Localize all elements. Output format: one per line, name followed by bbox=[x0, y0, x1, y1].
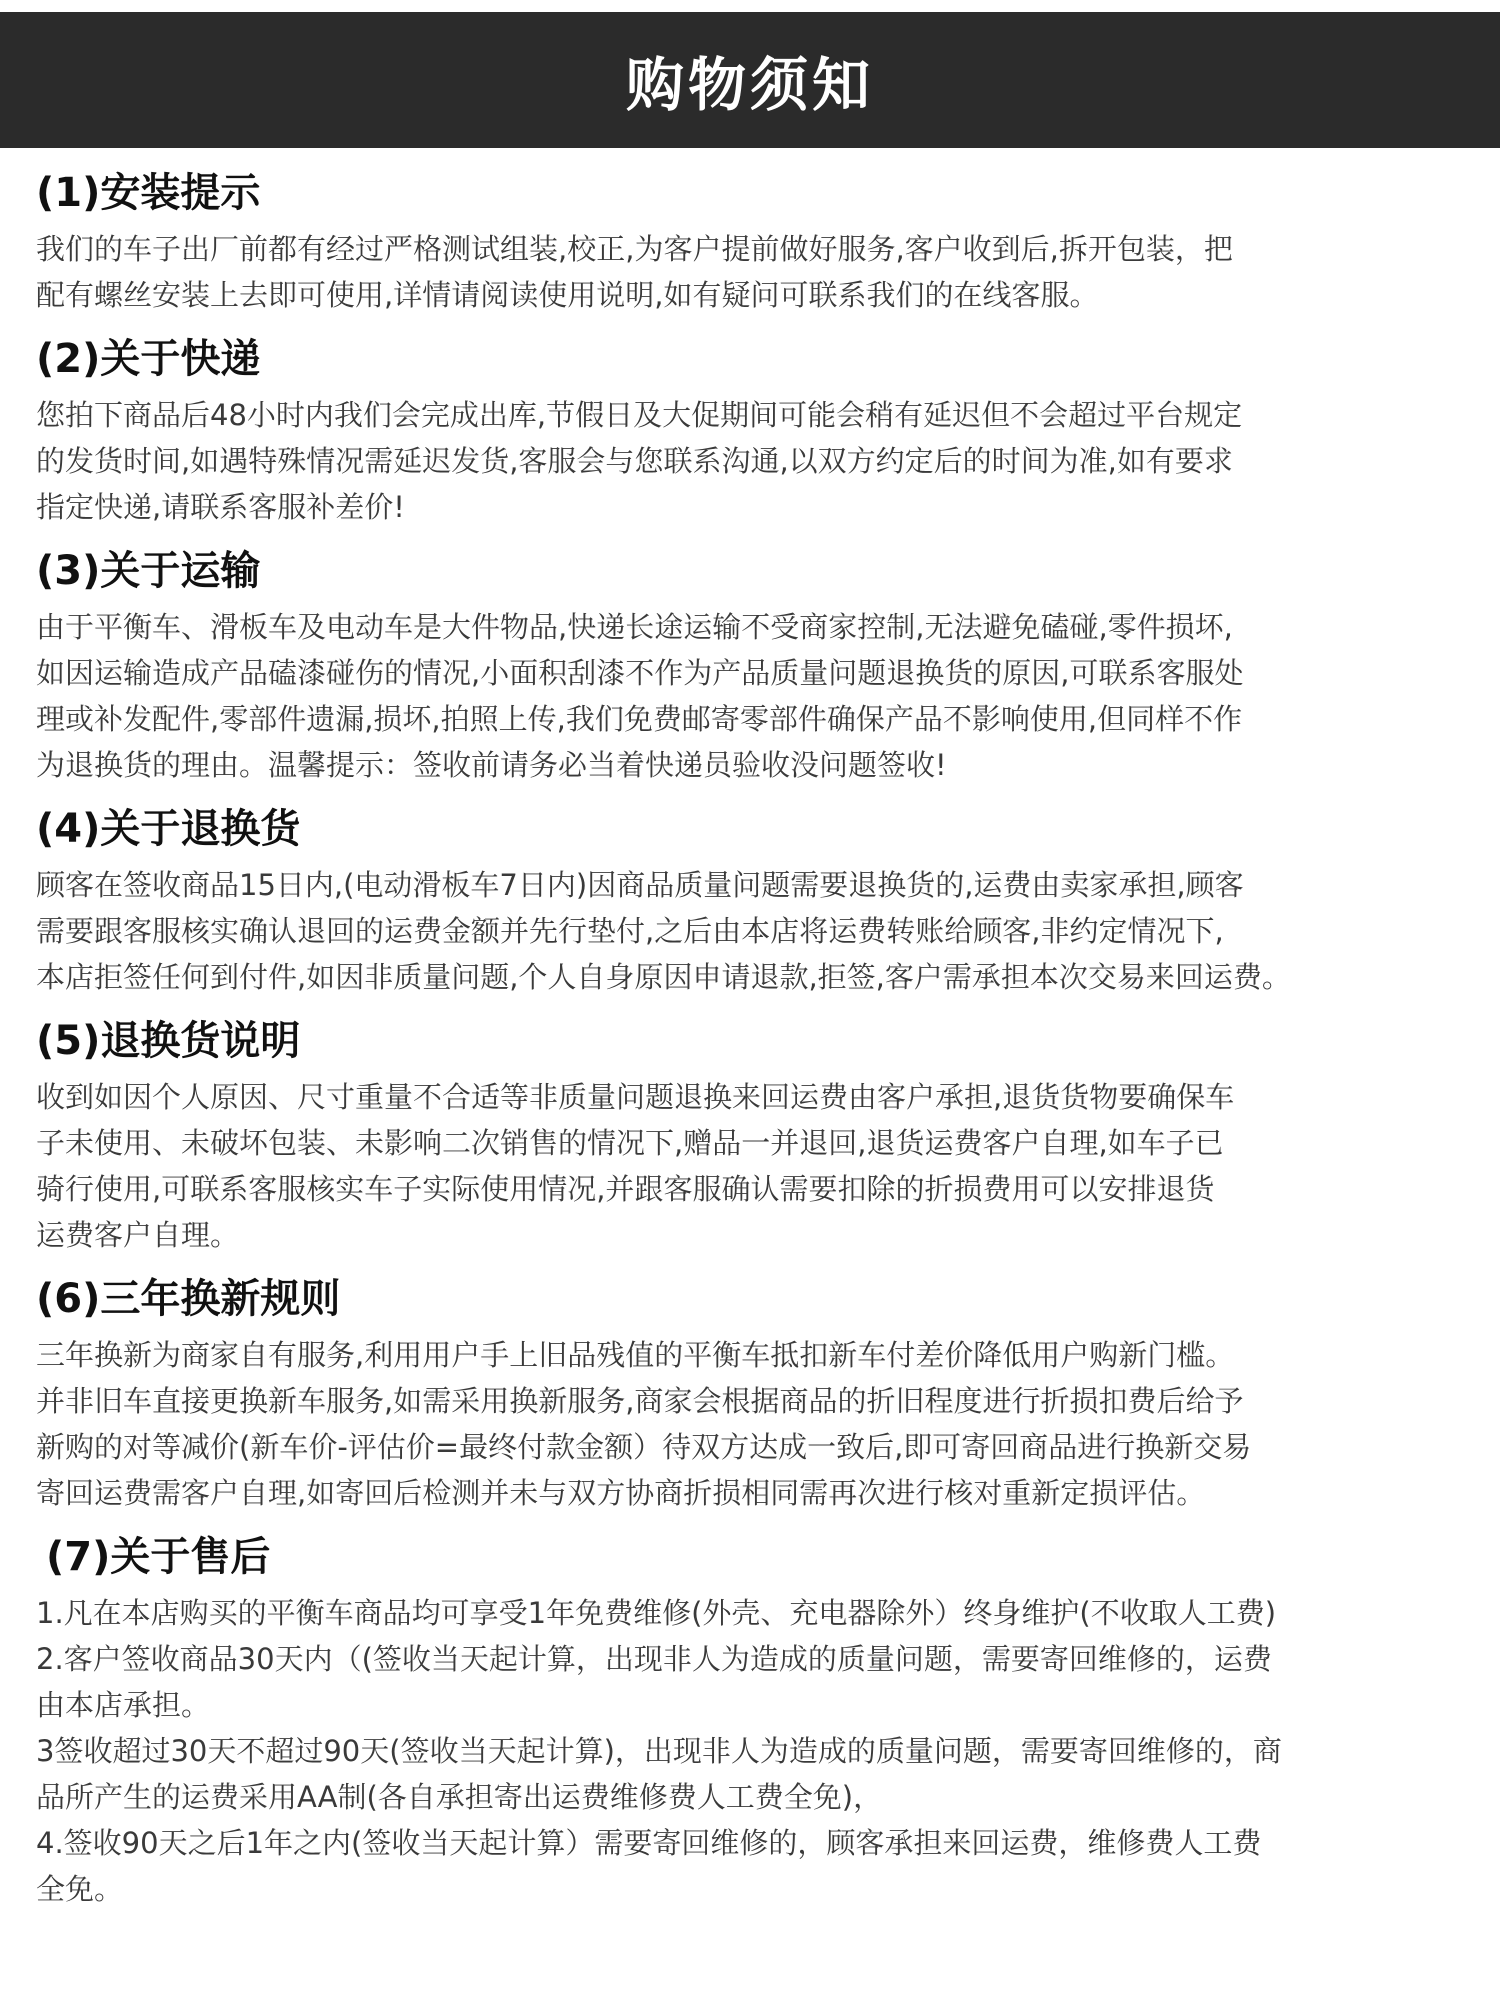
section-body bbox=[36, 1332, 1484, 1516]
paragraph-line: 运费客户自理。 bbox=[36, 1218, 240, 1252]
page-header bbox=[0, 12, 1500, 148]
section-title: (4)关于退换货 bbox=[36, 806, 301, 852]
section-title: (5)退换货说明 bbox=[36, 1018, 301, 1064]
section-returns bbox=[36, 796, 1484, 1000]
section-transport bbox=[36, 538, 1484, 788]
section-body bbox=[36, 604, 1484, 788]
section-title: (3)关于运输 bbox=[36, 548, 261, 594]
section-title: (7)关于售后 bbox=[46, 1534, 271, 1580]
paragraph-line: 为退换货的理由。温馨提示：签收前请务必当着快递员验收没问题签收! bbox=[36, 748, 947, 782]
section-body bbox=[36, 862, 1484, 1000]
paragraph-line: 的发货时间,如遇特殊情况需延迟发货,客服会与您联系沟通,以双方约定后的时间为准,如有要求 bbox=[36, 444, 1233, 478]
paragraph-line: 三年换新为商家自有服务,利用用户手上旧品残值的平衡车抵扣新车付差价降低用户购新门槛。 bbox=[36, 1338, 1235, 1372]
paragraph-line: 4.签收90天之后1年之内(签收当天起计算）需要寄回维修的，顾客承担来回运费，维修费人工费 bbox=[36, 1826, 1262, 1860]
section-body bbox=[36, 1590, 1484, 1912]
paragraph-line: 您拍下商品后48小时内我们会完成出库,节假日及大促期间可能会稍有延迟但不会超过平台规定 bbox=[36, 398, 1243, 432]
paragraph-line: 新购的对等减价(新车价-评估价=最终付款金额）待双方达成一致后,即可寄回商品进行换新交易 bbox=[36, 1430, 1252, 1464]
section-body bbox=[36, 392, 1484, 530]
section-trade-in bbox=[36, 1266, 1484, 1516]
paragraph-line: 收到如因个人原因、尺寸重量不合适等非质量问题退换来回运费由客户承担,退货货物要确保车 bbox=[36, 1080, 1235, 1114]
paragraph-line: 全免。 bbox=[36, 1872, 124, 1906]
section-express bbox=[36, 326, 1484, 530]
paragraph-line: 顾客在签收商品15日内,(电动滑板车7日内)因商品质量问题需要退换货的,运费由卖家承担,顾客 bbox=[36, 868, 1244, 902]
paragraph-line: 由于平衡车、滑板车及电动车是大件物品,快递长途运输不受商家控制,无法避免磕碰,零件损坏, bbox=[36, 610, 1233, 644]
paragraph-line: 并非旧车直接更换新车服务,如需采用换新服务,商家会根据商品的折旧程度进行折损扣费后给予 bbox=[36, 1384, 1244, 1418]
notice-content bbox=[36, 160, 1484, 1912]
paragraph-line: 由本店承担。 bbox=[36, 1688, 211, 1722]
paragraph-line: 理或补发配件,零部件遗漏,损坏,拍照上传,我们免费邮寄零部件确保产品不影响使用,但同样不作 bbox=[36, 702, 1243, 736]
section-installation bbox=[36, 160, 1484, 318]
section-return-explanation bbox=[36, 1008, 1484, 1258]
section-title: (2)关于快递 bbox=[36, 336, 261, 382]
paragraph-line: 品所产生的运费采用AA制(各自承担寄出运费维修费人工费全免)， bbox=[36, 1780, 883, 1814]
section-title: (1)安装提示 bbox=[36, 170, 261, 216]
paragraph-line: 2.客户签收商品30天内（(签收当天起计算，出现非人为造成的质量问题，需要寄回维修的，运费 bbox=[36, 1642, 1272, 1676]
paragraph-line: 指定快递,请联系客服补差价! bbox=[36, 490, 405, 524]
paragraph-line: 寄回运费需客户自理,如寄回后检测并未与双方协商折损相同需再次进行核对重新定损评估。 bbox=[36, 1476, 1206, 1510]
paragraph-line: 需要跟客服核实确认退回的运费金额并先行垫付,之后由本店将运费转账给顾客,非约定情况下, bbox=[36, 914, 1224, 948]
section-after-sales bbox=[36, 1524, 1484, 1912]
paragraph-line: 子未使用、未破坏包装、未影响二次销售的情况下,赠品一并退回,退货运费客户自理,如车子已 bbox=[36, 1126, 1224, 1160]
section-body bbox=[36, 1074, 1484, 1258]
section-body bbox=[36, 226, 1484, 318]
paragraph-line: 配有螺丝安装上去即可使用,详情请阅读使用说明,如有疑问可联系我们的在线客服。 bbox=[36, 278, 1099, 312]
paragraph-line: 1.凡在本店购买的平衡车商品均可享受1年免费维修(外壳、充电器除外）终身维护(不收取人工费) bbox=[36, 1596, 1277, 1630]
section-title: (6)三年换新规则 bbox=[36, 1276, 341, 1322]
paragraph-line: 我们的车子出厂前都有经过严格测试组装,校正,为客户提前做好服务,客户收到后,拆开包装，把 bbox=[36, 232, 1233, 266]
page-title: 购物须知 bbox=[625, 51, 874, 119]
paragraph-line: 3签收超过30天不超过90天(签收当天起计算)，出现非人为造成的质量问题，需要寄回维修的，商 bbox=[36, 1734, 1282, 1768]
paragraph-line: 如因运输造成产品磕漆碰伤的情况,小面积刮漆不作为产品质量问题退换货的原因,可联系客服处 bbox=[36, 656, 1244, 690]
paragraph-line: 本店拒签任何到付件,如因非质量问题,个人自身原因申请退款,拒签,客户需承担本次交易来回运费。 bbox=[36, 960, 1291, 994]
paragraph-line: 骑行使用,可联系客服核实车子实际使用情况,并跟客服确认需要扣除的折损费用可以安排退货 bbox=[36, 1172, 1215, 1206]
